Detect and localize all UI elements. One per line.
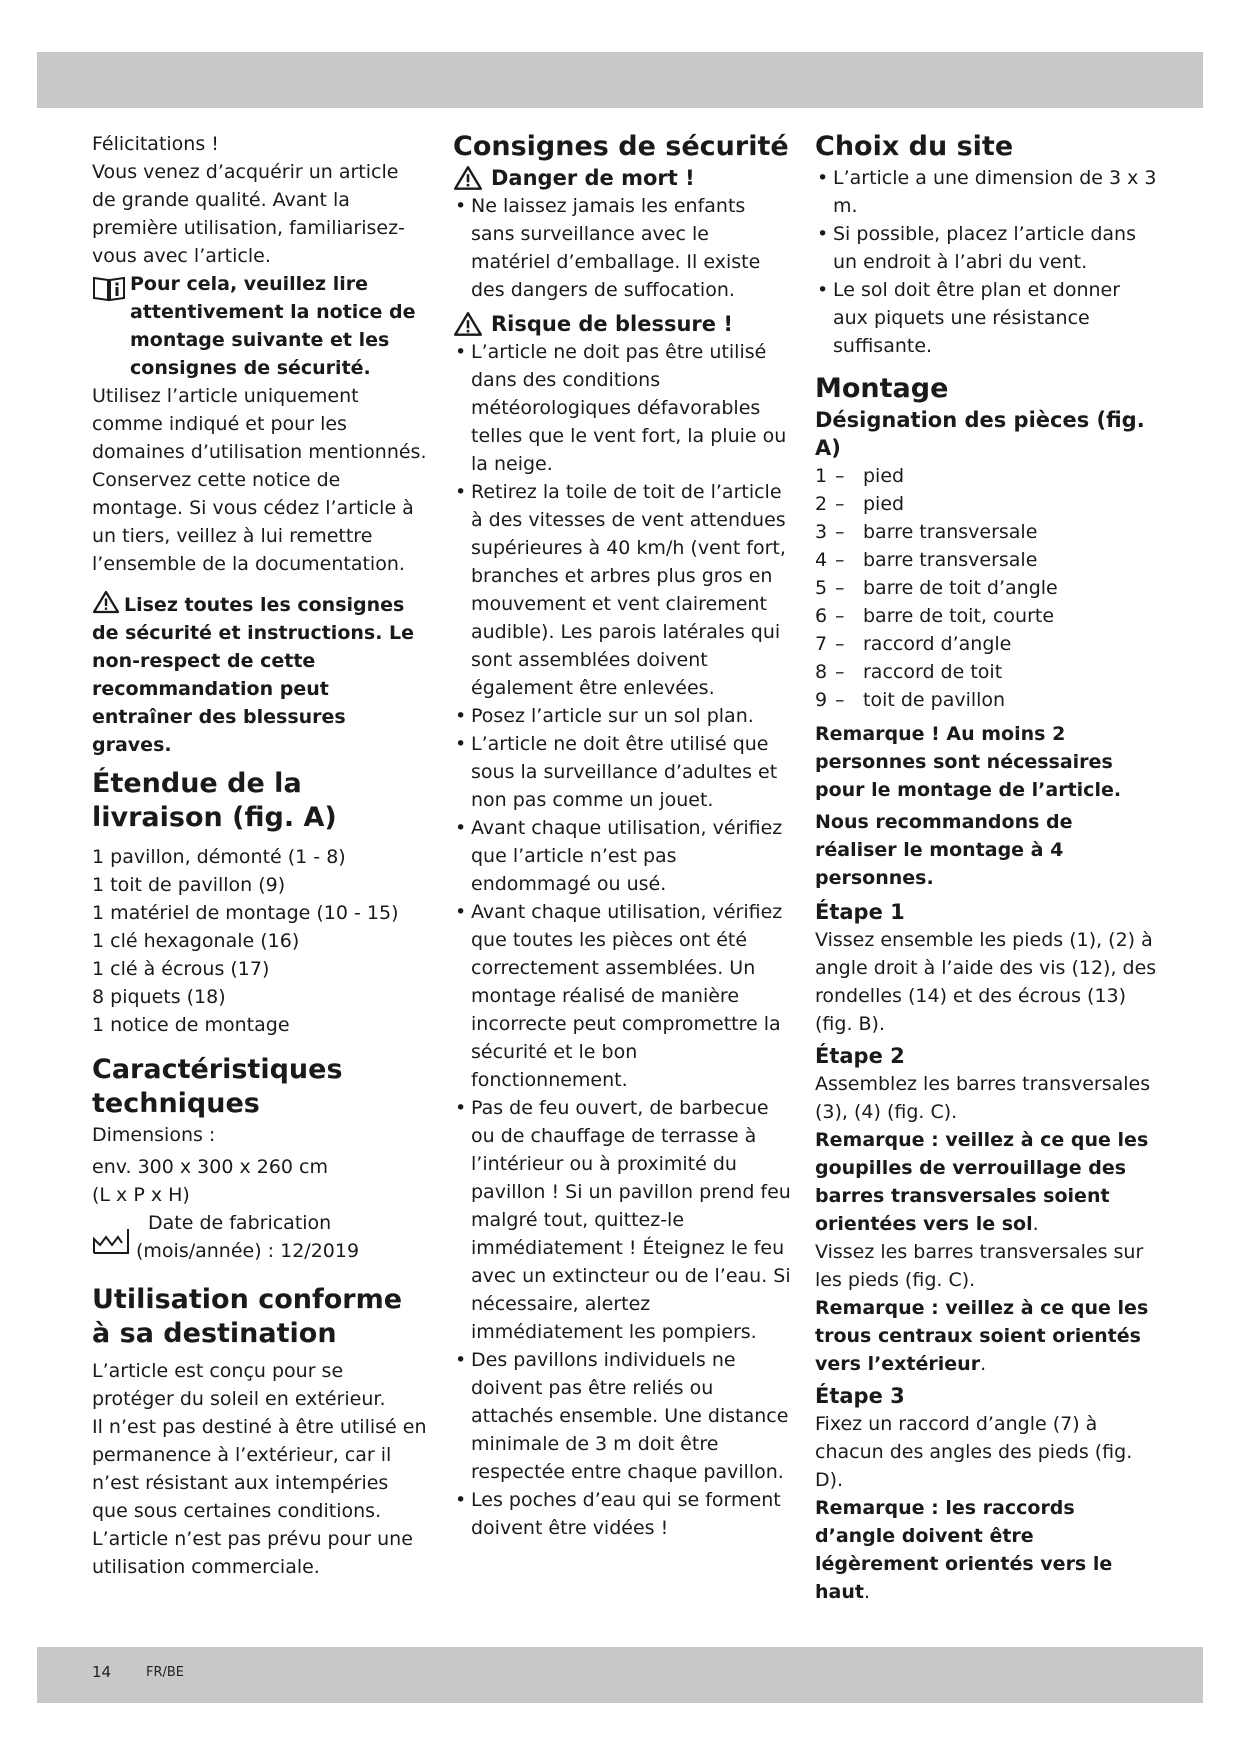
dimensions-value: env. 300 x 300 x 260 cm: [92, 1156, 329, 1178]
purpose-title: Utilisation conforme à sa destination: [92, 1284, 403, 1349]
list-item: • Avant chaque utilisation, vérifiez que l’article n’est pas endommagé ou usé.: [453, 814, 793, 898]
step3-title: Étape 3: [815, 1384, 905, 1408]
list-item: 1 clé hexagonale (16): [92, 930, 300, 952]
part-number: 7: [815, 633, 828, 655]
list-item: 1 pavillon, démonté (1 - 8): [92, 846, 346, 868]
danger-title: Danger de mort !: [491, 166, 695, 190]
list-item: 8 piquets (18): [92, 986, 226, 1008]
list-item: • Des pavillons individuels ne doivent pas être reliés ou attachés ensemble. Une distance minimale de 3 m doit être respectée entre chaque pavillon.: [453, 1346, 793, 1486]
delivery-list: [92, 843, 427, 1039]
part-number: 2: [815, 493, 828, 515]
part-dash: –: [835, 493, 845, 515]
list-item: • Pas de feu ouvert, de barbecue ou de chauffage de terrasse à l’intérieur ou à proximité du pavillon ! Si un pavillon prend feu malgré tout, quittez-le immédiatement ! Éteignez le feu avec un extincteur ou de l’eau. Si nécessaire, alertez immédiatement les pompiers.: [453, 1094, 793, 1346]
part-dash: –: [835, 661, 845, 683]
notice-text: Pour cela, veuillez lire attentivement la notice de montage suivante et les consignes de sécurité.: [130, 273, 416, 379]
column-middle: [453, 130, 793, 1542]
usage-text: Utilisez l’article uniquement comme indiqué et pour les domaines d’utilisation mentionnés. Conservez cette notice de montage. Si vous cédez l’article à un tiers, veillez à lui remettre l’ensemble de la documentation.: [92, 385, 427, 575]
step2-remark-text: Remarque : veillez à ce que les trous centraux soient orientés vers l’extérieur: [815, 1297, 1149, 1375]
part-dash: –: [835, 577, 845, 599]
parts-title: Désignation des pièces (fig. A): [815, 408, 1145, 460]
delivery-title: Étendue de la livraison (fig. A): [92, 768, 337, 833]
list-item: • Le sol doit être plan et donner aux piquets une résistance suffisante.: [815, 276, 1160, 360]
dimensions-units: (L x P x H): [92, 1184, 190, 1206]
danger-heading: [453, 164, 793, 192]
step2-title: Étape 2: [815, 1044, 905, 1068]
step3-text: Fixez un raccord d’angle (7) à chacun des angles des pieds (fig. D).: [815, 1413, 1133, 1491]
purpose-text: Il n’est pas destiné à être utilisé en permanence à l’extérieur, car il n’est résistant aux intempéries que sous certaines conditions.: [92, 1416, 427, 1522]
manual-info-icon: [92, 270, 130, 382]
part-name: pied: [863, 465, 905, 487]
part-name: pied: [863, 493, 905, 515]
step2-remark-locking-pins: [815, 1126, 1160, 1238]
danger-list: [453, 192, 793, 304]
part-name: raccord d’angle: [863, 633, 1012, 655]
period: .: [1032, 1213, 1039, 1235]
intro-greeting: Félicitations !: [92, 133, 219, 155]
part-dash: –: [835, 549, 845, 571]
footer-bar: [37, 1647, 1203, 1703]
part-number: 1: [815, 465, 828, 487]
warning-icon: [453, 311, 483, 337]
step2-text: Assemblez les barres transversales (3), (4) (fig. C).: [815, 1073, 1151, 1123]
part-name: barre transversale: [863, 549, 1038, 571]
list-item: • Si possible, placez l’article dans un endroit à l’abri du vent.: [815, 220, 1160, 276]
remark-persons: Remarque ! Au moins 2 personnes sont nécessaires pour le montage de l’article.: [815, 723, 1122, 801]
step2-text-2: Vissez les barres transversales sur les pieds (fig. C).: [815, 1241, 1144, 1291]
list-item: • L’article ne doit être utilisé que sous la surveillance d’adultes et non pas comme un jouet.: [453, 730, 793, 814]
part-name: toit de pavillon: [863, 689, 1006, 711]
step2-remark-holes: [815, 1294, 1160, 1378]
language-code: FR/BE: [146, 1665, 185, 1680]
step2-remark-text: Remarque : veillez à ce que les goupilles de verrouillage des barres transversales soient orientées vers le sol: [815, 1129, 1149, 1235]
manufacture-label: Date de fabrication: [148, 1212, 332, 1234]
site-list: [815, 164, 1160, 360]
list-item: • Retirez la toile de toit de l’article à des vitesses de vent attendues supérieures à 40 km/h (vent fort, branches et arbres plus gros en mouvement et vent clairement audible). Les parois latérales qui sont assemblées doivent également être enlevées.: [453, 478, 793, 702]
safety-warning: [92, 590, 427, 759]
part-number: 6: [815, 605, 828, 627]
list-item: 1 matériel de montage (10 - 15): [92, 902, 399, 924]
manufacture-date-icon: [92, 1209, 136, 1263]
read-notice: [92, 270, 427, 382]
dimensions-label: Dimensions :: [92, 1124, 216, 1146]
part-number: 9: [815, 689, 828, 711]
part-dash: –: [835, 689, 845, 711]
step1-title: Étape 1: [815, 900, 905, 924]
manufacture-date: [92, 1209, 427, 1265]
part-number: 4: [815, 549, 828, 571]
injury-title: Risque de blessure !: [491, 312, 733, 336]
manufacture-value: (mois/année) : 12/2019: [136, 1240, 360, 1262]
page-number: 14: [92, 1663, 112, 1681]
list-item: 1 notice de montage: [92, 1014, 290, 1036]
list-item: • L’article ne doit pas être utilisé dans des conditions météorologiques défavorables telles que le vent fort, la pluie ou la neige.: [453, 338, 793, 478]
step3-remark: [815, 1494, 1160, 1606]
purpose-text: L’article n’est pas prévu pour une utilisation commerciale.: [92, 1528, 413, 1578]
recommendation: Nous recommandons de réaliser le montage à 4 personnes.: [815, 811, 1073, 889]
header-bar: [37, 52, 1203, 108]
part-dash: –: [835, 465, 845, 487]
part-name: barre transversale: [863, 521, 1038, 543]
list-item: • L’article a une dimension de 3 x 3 m.: [815, 164, 1160, 220]
safety-title: Consignes de sécurité: [453, 131, 789, 162]
period: .: [980, 1353, 987, 1375]
parts-list: [815, 462, 1160, 714]
safety-warning-text: Lisez toutes les consignes de sécurité et instructions. Le non-respect de cette recommandation peut entraîner des blessures graves.: [92, 594, 415, 756]
list-item: • Les poches d’eau qui se forment doivent être vidées !: [453, 1486, 793, 1542]
list-item: • Posez l’article sur un sol plan.: [453, 702, 793, 730]
part-number: 8: [815, 661, 828, 683]
part-name: raccord de toit: [863, 661, 1003, 683]
list-item: 1 toit de pavillon (9): [92, 874, 286, 896]
injury-heading: [453, 310, 793, 338]
warning-icon: [453, 165, 483, 191]
part-name: barre de toit d’angle: [863, 577, 1058, 599]
step3-remark-text: Remarque : les raccords d’angle doivent être légèrement orientés vers le haut: [815, 1497, 1113, 1603]
list-item: • Avant chaque utilisation, vérifiez que toutes les pièces ont été correctement assemblées. Un montage réalisé de manière incorrecte peut compromettre la sécurité et le bon fonctionnement.: [453, 898, 793, 1094]
site-title: Choix du site: [815, 131, 1014, 162]
warning-icon: [92, 590, 120, 614]
part-number: 3: [815, 521, 828, 543]
part-dash: –: [835, 521, 845, 543]
step1-text: Vissez ensemble les pieds (1), (2) à angle droit à l’aide des vis (12), des rondelles (14) et des écrous (13) (fig. B).: [815, 929, 1157, 1035]
montage-title: Montage: [815, 373, 949, 404]
part-dash: –: [835, 605, 845, 627]
list-item: 1 clé à écrous (17): [92, 958, 270, 980]
purpose-text: L’article est conçu pour se protéger du soleil en extérieur.: [92, 1360, 386, 1410]
injury-list: [453, 338, 793, 1542]
tech-title: Caractéristiques techniques: [92, 1054, 343, 1119]
part-name: barre de toit, courte: [863, 605, 1055, 627]
column-right: [815, 130, 1160, 1606]
part-number: 5: [815, 577, 828, 599]
column-left: [92, 130, 427, 1581]
intro-text: Vous venez d’acquérir un article de grande qualité. Avant la première utilisation, familiarisez-vous avec l’article.: [92, 161, 405, 267]
list-item: • Ne laissez jamais les enfants sans surveillance avec le matériel d’emballage. Il existe des dangers de suffocation.: [453, 192, 793, 304]
part-dash: –: [835, 633, 845, 655]
period: .: [863, 1581, 871, 1603]
